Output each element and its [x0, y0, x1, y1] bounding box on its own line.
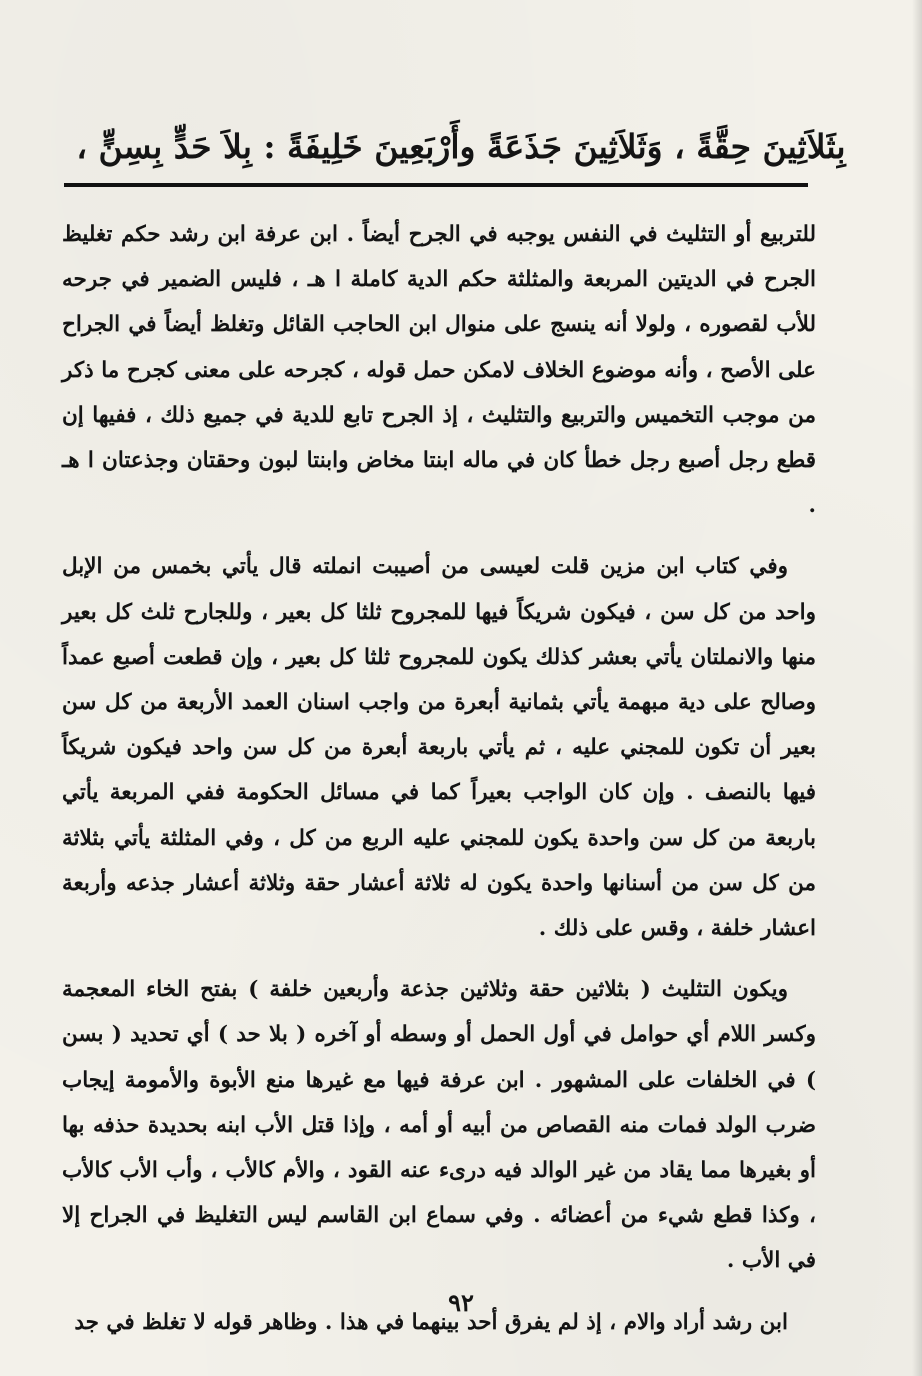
paragraph-3: ويكون التثليث ( بثلاثين حقة وثلاثين جذعة وأربعين خلفة ) بفتح الخاء المعجمة وكسر اللام أي حوامل في أول الحمل أو وسطه أو آخره ( بلا حد ) أي تحديد ( بسن ) في الخلفات على المشهور . ابن عرفة فيها مع غيرها منع الأبوة والأمومة إيجاب ضرب الولد فمات منه القصاص من أبيه أو أمه ، وإذا قتل الأب ابنه بحديدة حذفه بها أو بغيرها مما يقاد من غير الوالد فيه درىء عنه القود ، والأم كالأب ، وأب الأب كالأب ، وكذا قطع شيء من أعضائه . وفي سماع ابن القاسم ليس التغليظ في الجراح إلا في الأب . — [62, 977, 816, 1274]
paragraph-2: وفي كتاب ابن مزين قلت لعيسى من أصيبت انملته قال يأتي بخمس من الإبل واحد من كل سن ، فيكون شريكاً فيها للمجروح ثلثا كل بعير ، وللجارح ثلث كل بعير منها والانملتان يأتي بعشر كذلك يكون للمجروح ثلثا كل بعير ، وإن قطعت أصبع عمداً وصالح على دية مبهمة يأتي بثمانية أبعرة من واجب اسنان العمد الأربعة من كل سن بعير أن تكون للمجني عليه ، ثم يأتي باربعة أبعرة من كل سن واحد فيكون شريكاً فيها بالنصف . وإن كان الواجب بعيراً كما في مسائل الحكومة ففي المربعة يأتي باربعة من كل سن واحدة يكون للمجني عليه الربع من كل ، وفي المثلثة يأتي بثلاثة من كل سن من أسنانها واحدة يكون له ثلاثة أعشار حقة وثلاثة أعشار جذعه وأربعة اعشار خلفة ، وقس على ذلك . — [62, 554, 816, 942]
page-edge-shadow — [912, 0, 922, 1376]
header-rule — [64, 183, 808, 187]
paragraph-4: ابن رشد أراد والام ، إذ لم يفرق أحد بينهما في هذا . وظاهر قوله لا تغلظ في جد — [74, 1309, 788, 1335]
matn-heading: بِثَلاَثِينَ حِقَّةً ، وَثَلاَثِينَ جَذَعَةً وأَرْبَعِينَ خَلِيفَةً : بِلاَ حَدٍّ بِسِنٍّ ، — [76, 127, 846, 166]
commentary-body — [62, 212, 816, 1345]
paragraph-1: للتربيع أو التثليث في النفس يوجبه في الجرح أيضاً . ابن عرفة ابن رشد حكم تغليظ الجرح في الديتين المربعة والمثلثة حكم الدية كاملة ا هـ ، فليس الضمير في جرحه للأب لقصوره ، ولولا أنه ينسج على منوال ابن الحاجب القائل وتغلظ أيضاً في الجراح على الأصح ، وأنه موضوع الخلاف لامكن حمل قوله ، كجرحه على معنى كجرح ما ذكر من موجب التخميس والتربيع والتثليث ، إذ الجرح تابع للدية في جميع ذلك ، ففيها إن قطع رجل أصبع رجل خطأ كان في ماله ابنتا مخاض وابنتا لبون وحقتان وجذعتان ا هـ . — [62, 222, 817, 519]
page-number: ٩٢ — [448, 1288, 474, 1317]
